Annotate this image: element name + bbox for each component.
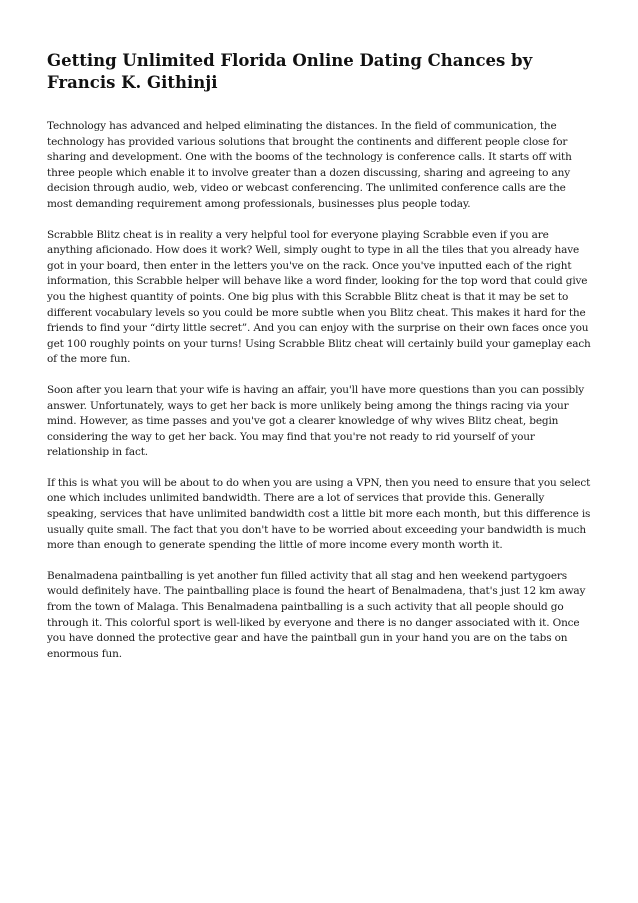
article-title: Getting Unlimited Florida Online Dating Chances by Francis K. Githinji	[47, 51, 533, 92]
paragraph-2: Scrabble Blitz cheat is in reality a very helpful tool for everyone playing Scrabble even if you are anything aficionado. How does it work? Well, simply ought to type in all the tiles that you already have got in your board, then enter in the letters you've on the rack. Once you've inputted each of the right information, this Scrabble helper will behave like a word finder, looking for the top word that could give you the highest quantity of points. One big plus with this Scrabble Blitz cheat is that it may be set to different vocabulary levels so you could be more subtle when you Blitz cheat. This makes it hard for the friends to find your “dirty little secret”. And you can enjoy with the surprise on their own faces once you get 100 roughly points on your turns! Using Scrabble Blitz cheat will certainly build your gameplay each of the more fun.	[47, 228, 591, 366]
paragraph-3: Soon after you learn that your wife is having an affair, you'll have more questions than you can possibly answer. Unfortunately, ways to get her back is more unlikely being among the things racing via your mind. However, as time passes and you've got a clearer knowledge of why wives Blitz cheat, begin considering the way to get her back. You may find that you're not ready to rid yourself of your relationship in fact.	[47, 383, 585, 459]
paragraph-4: If this is what you will be about to do when you are using a VPN, then you need to ensure that you select one which includes unlimited bandwidth. There are a lot of services that provide this. Generally speaking, services that have unlimited bandwidth cost a little bit more each month, but this difference is usually quite small. The fact that you don't have to be worried about exceeding your bandwidth is much more than enough to generate spending the little of more income every month worth it.	[47, 476, 591, 552]
paragraph-1: Technology has advanced and helped eliminating the distances. In the field of communication, the technology has provided various solutions that brought the continents and different people close for sharing and development. One with the booms of the technology is conference calls. It starts off with three people which enable it to involve greater than a dozen discussing, sharing and agreeing to any decision through audio, web, video or webcast conferencing. The unlimited conference calls are the most demanding requirement among professionals, businesses plus people today.	[47, 120, 572, 210]
paragraph-5: Benalmadena paintballing is yet another fun filled activity that all stag and hen weekend partygoers would definitely have. The paintballing place is found the heart of Benalmadena, that's just 12 km away from the town of Malaga. This Benalmadena paintballing is a such activity that all people should go through it. This colorful sport is well-liked by everyone and there is no danger associated with it. Once you have donned the protective gear and have the paintball gun in your hand you are on the tabs on enormous fun.	[47, 569, 586, 660]
article-body	[47, 50, 592, 677]
